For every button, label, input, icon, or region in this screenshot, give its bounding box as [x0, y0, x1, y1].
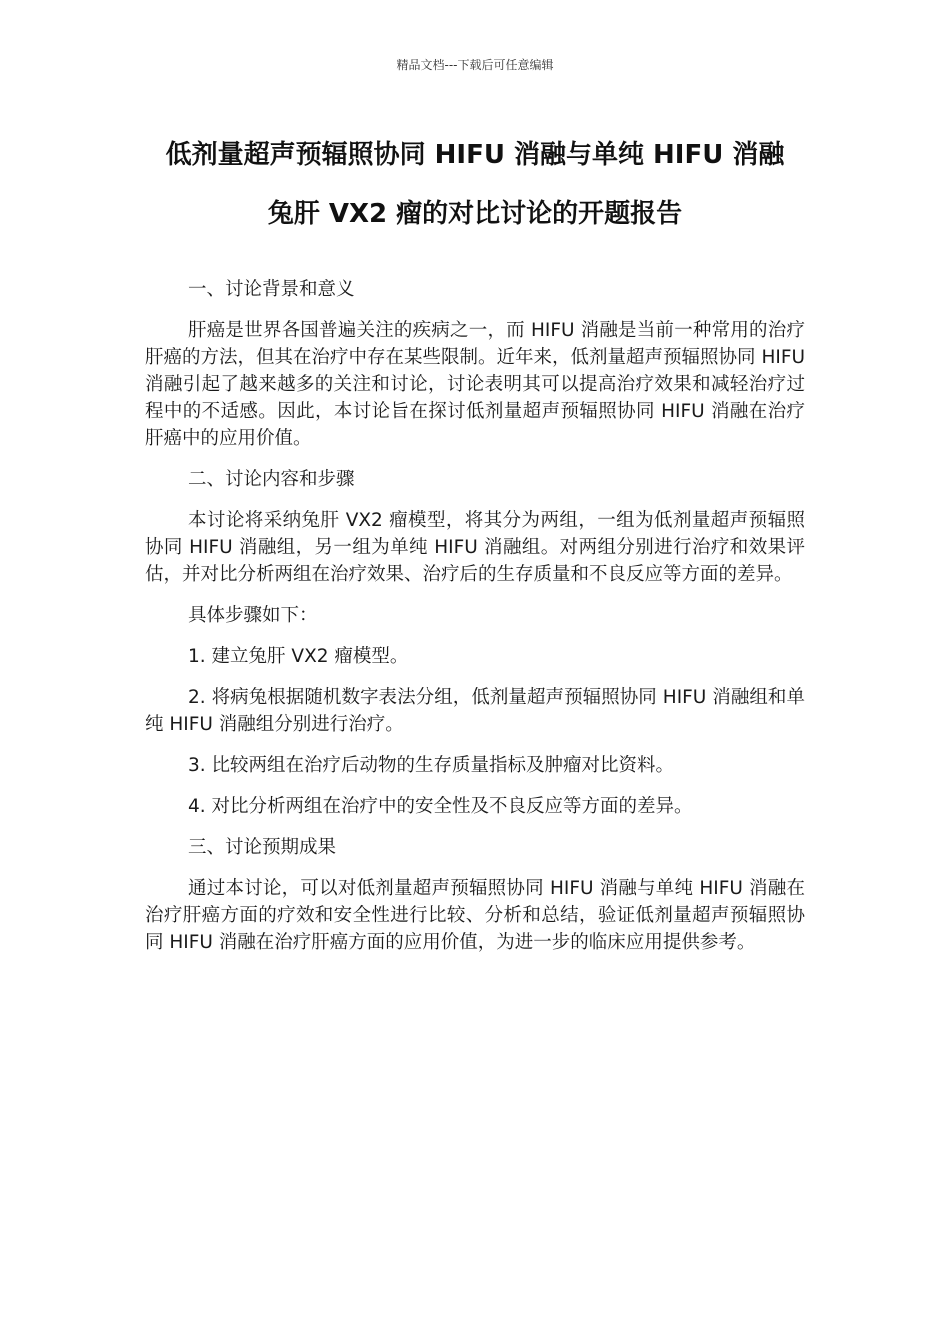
document-body	[145, 276, 805, 970]
paragraph-study-design: 本讨论将采纳兔肝 VX2 瘤模型，将其分为两组，一组为低剂量超声预辐照协同 HIFU 消融组，另一组为单纯 HIFU 消融组。对两组分别进行治疗和效果评估，并对比分析两组在治疗效果、治疗后的生存质量和不良反应等方面的差异。	[145, 510, 805, 585]
page-header-watermark: 精品文档---下载后可任意编辑	[396, 58, 554, 72]
section-heading-background: 一、讨论背景和意义	[188, 279, 355, 300]
step-item-4: 4. 对比分析两组在治疗中的安全性及不良反应等方面的差异。	[188, 796, 693, 817]
document-title-line-1: 低剂量超声预辐照协同 HIFU 消融与单纯 HIFU 消融	[165, 140, 785, 170]
step-item-1: 1. 建立兔肝 VX2 瘤模型。	[188, 646, 409, 667]
paragraph-expected-results: 通过本讨论，可以对低剂量超声预辐照协同 HIFU 消融与单纯 HIFU 消融在治疗肝癌方面的疗效和安全性进行比较、分析和总结，验证低剂量超声预辐照协同 HIFU 消融在治疗肝癌方面的应用价值，为进一步的临床应用提供参考。	[145, 878, 805, 953]
section-heading-expected-results: 三、讨论预期成果	[188, 837, 337, 858]
paragraph-steps-intro: 具体步骤如下：	[188, 605, 318, 626]
step-item-2: 2. 将病兔根据随机数字表法分组，低剂量超声预辐照协同 HIFU 消融组和单纯 HIFU 消融组分别进行治疗。	[145, 687, 805, 735]
paragraph-background: 肝癌是世界各国普遍关注的疾病之一，而 HIFU 消融是当前一种常用的治疗肝癌的方法，但其在治疗中存在某些限制。近年来，低剂量超声预辐照协同 HIFU 消融引起了越来越多的关注和讨论，讨论表明其可以提高治疗效果和减轻治疗过程中的不适感。因此，本讨论旨在探讨低剂量超声预辐照协同 HIFU 消融在治疗肝癌中的应用价值。	[145, 320, 805, 449]
document-title-line-2: 兔肝 VX2 瘤的对比讨论的开题报告	[267, 199, 683, 229]
section-heading-content-steps: 二、讨论内容和步骤	[188, 469, 355, 490]
step-item-3: 3. 比较两组在治疗后动物的生存质量指标及肿瘤对比资料。	[188, 755, 675, 776]
